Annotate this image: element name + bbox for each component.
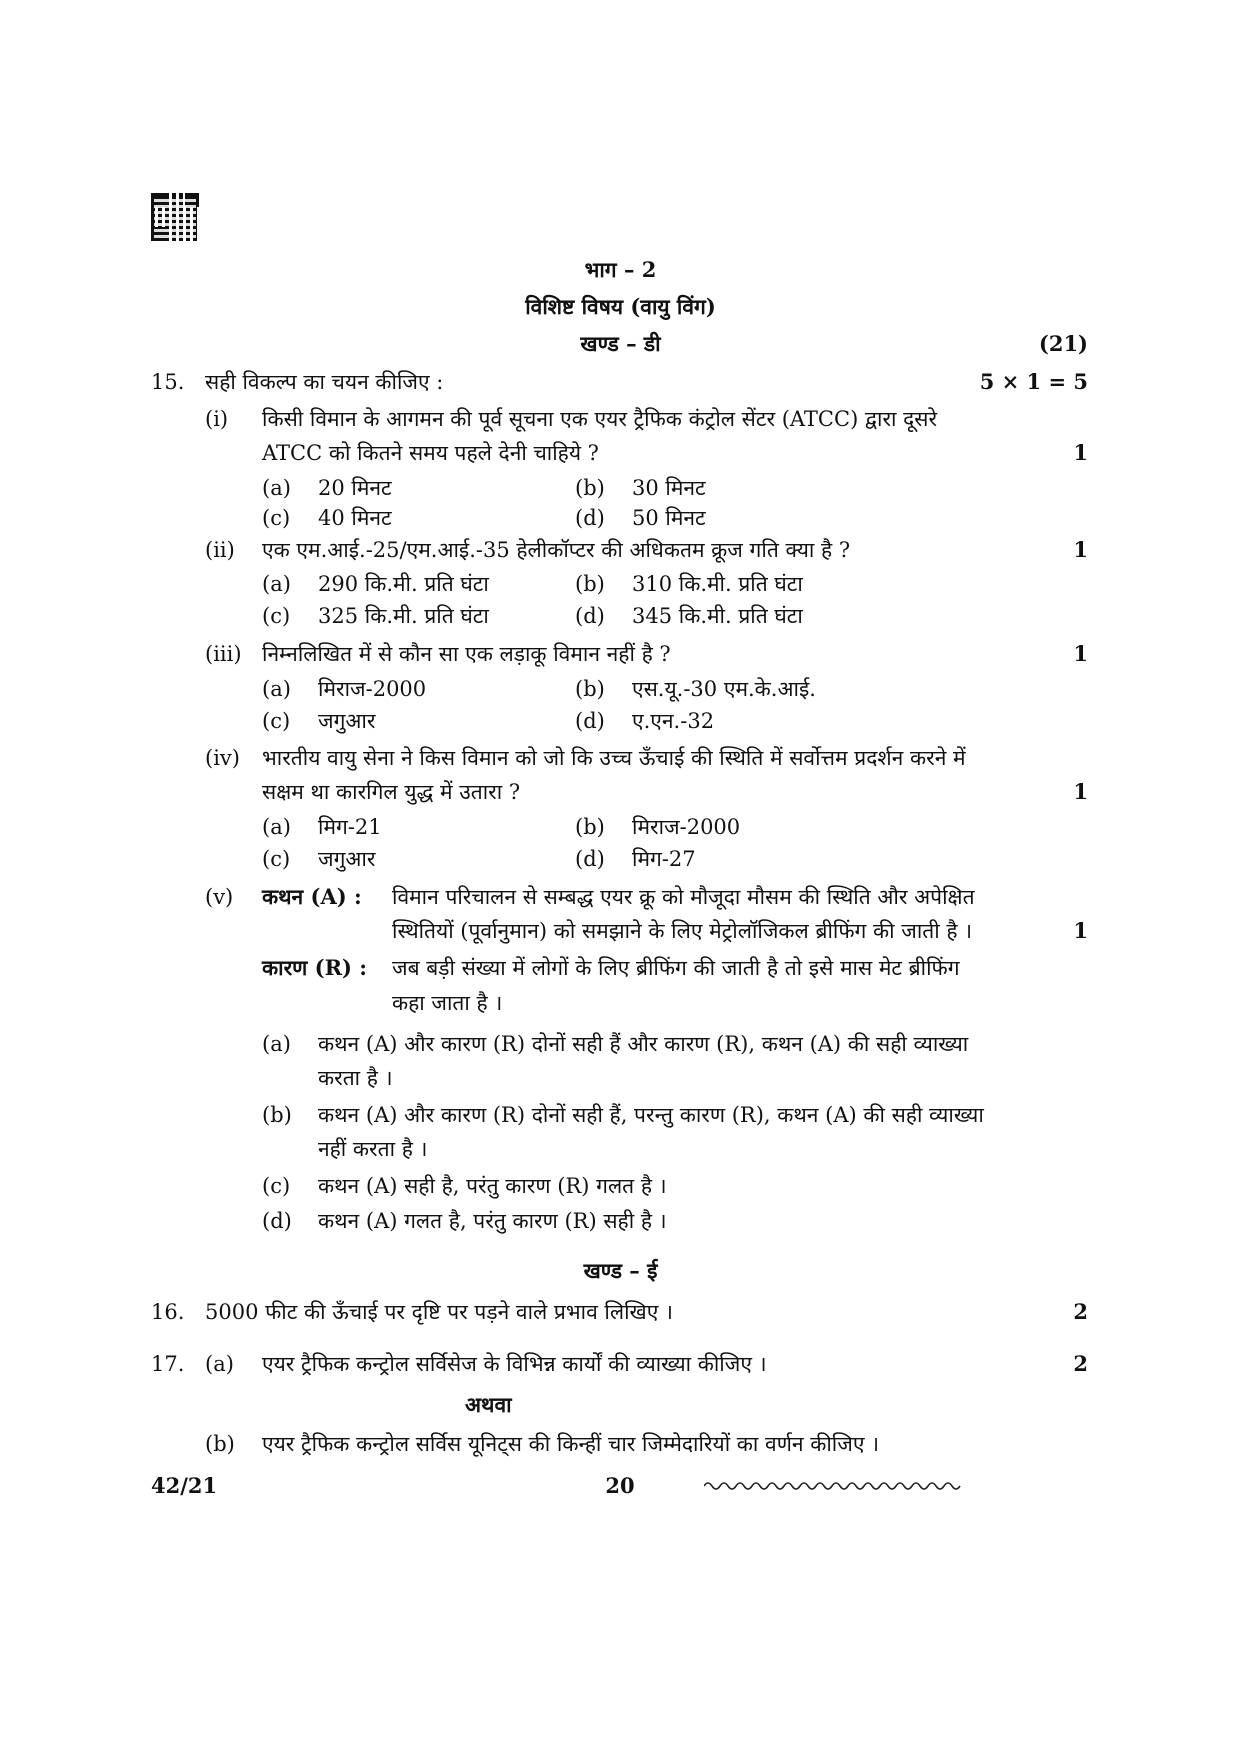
q15-iii-marks: 1 bbox=[1073, 641, 1088, 666]
assertion-line1: विमान परिचालन से सम्बद्ध एयर क्रू को मौजूदा मौसम की स्थिति और अपेक्षित bbox=[392, 885, 975, 909]
q15-v-c-label: (c) bbox=[262, 1174, 291, 1198]
q15-iv-b-label: (b) bbox=[575, 815, 605, 839]
q16-marks: 2 bbox=[1073, 1299, 1088, 1324]
q17-b-label: (b) bbox=[205, 1432, 235, 1456]
q15-i-c-label: (c) bbox=[262, 506, 291, 530]
q17-b-text: एयर ट्रैफिक कन्ट्रोल सर्विस यूनिट्स की किन्हीं चार जिम्मेदारियों का वर्णन कीजिए । bbox=[262, 1432, 880, 1456]
q15-iii-a-option: मिराज-2000 bbox=[318, 677, 427, 701]
q15-i-a-label: (a) bbox=[262, 476, 291, 500]
q15-iv-a-option: मिग-21 bbox=[318, 815, 382, 839]
q15-ii-number: (ii) bbox=[205, 538, 235, 562]
q15-i-d-option: 50 मिनट bbox=[632, 506, 706, 530]
q17-number: 17. bbox=[151, 1352, 185, 1376]
reason-line1: जब बड़ी संख्या में लोगों के लिए ब्रीफिंग की जाती है तो इसे मास मेट ब्रीफिंग bbox=[392, 956, 960, 980]
q15-iv-number: (iv) bbox=[205, 746, 240, 770]
page-number: 20 bbox=[605, 1473, 635, 1498]
subject-heading: विशिष्ट विषय (वायु विंग) bbox=[525, 294, 716, 319]
q15-v-c-option: कथन (A) सही है, परंतु कारण (R) गलत है । bbox=[318, 1174, 667, 1198]
q15-iv-line1: भारतीय वायु सेना ने किस विमान को जो कि उच्च ऊँचाई की स्थिति में सर्वोत्तम प्रदर्शन करने में bbox=[262, 746, 966, 770]
q15-iii-number: (iii) bbox=[205, 642, 242, 666]
q15-iii-b-label: (b) bbox=[575, 677, 605, 701]
q15-i-c-option: 40 मिनट bbox=[318, 506, 392, 530]
q15-iv-d-option: मिग-27 bbox=[632, 847, 696, 871]
q15-ii-d-label: (d) bbox=[575, 604, 605, 628]
q15-iv-c-option: जगुआर bbox=[318, 847, 376, 871]
reason-line2: कहा जाता है । bbox=[392, 991, 503, 1015]
q15-ii-b-option: 310 कि.मी. प्रति घंटा bbox=[632, 572, 803, 596]
q15-v-marks: 1 bbox=[1073, 918, 1088, 943]
part-heading: भाग – 2 bbox=[584, 257, 657, 282]
section-d-marks: (21) bbox=[1038, 331, 1088, 356]
q15-iv-b-option: मिराज-2000 bbox=[632, 815, 741, 839]
q15-ii-a-label: (a) bbox=[262, 572, 291, 596]
qr-code bbox=[150, 192, 200, 242]
q15-iii-d-option: ए.एन.-32 bbox=[632, 709, 715, 733]
q15-i-line1: किसी विमान के आगमन की पूर्व सूचना एक एयर ट्रैफिक कंट्रोल सेंटर (ATCC) द्वारा दूसरे bbox=[262, 407, 938, 431]
q15-i-marks: 1 bbox=[1073, 440, 1088, 465]
q17-a-text: एयर ट्रैफिक कन्ट्रोल सर्विसेज के विभिन्न कार्यों की व्याख्या कीजिए । bbox=[262, 1352, 767, 1376]
section-e-heading: खण्ड – ई bbox=[583, 1258, 658, 1283]
q15-v-b-line2: नहीं करता है । bbox=[318, 1137, 428, 1161]
q15-v-number: (v) bbox=[205, 885, 234, 909]
q15-v-a-line2: करता है । bbox=[318, 1066, 393, 1090]
q15-ii-c-option: 325 कि.मी. प्रति घंटा bbox=[318, 604, 489, 628]
q15-iv-marks: 1 bbox=[1073, 779, 1088, 804]
q15-iv-line2: सक्षम था कारगिल युद्ध में उतारा ? bbox=[262, 780, 521, 804]
q15-iv-c-label: (c) bbox=[262, 847, 291, 871]
q15-number: 15. bbox=[151, 370, 185, 394]
q15-v-b-line1: कथन (A) और कारण (R) दोनों सही हैं, परन्तु कारण (R), कथन (A) की सही व्याख्या bbox=[318, 1103, 984, 1127]
q15-ii-c-label: (c) bbox=[262, 604, 291, 628]
q15-i-d-label: (d) bbox=[575, 506, 605, 530]
q15-iii-d-label: (d) bbox=[575, 709, 605, 733]
q15-v-d-label: (d) bbox=[262, 1209, 292, 1233]
paper-code: 42/21 bbox=[151, 1473, 218, 1498]
q15-i-b-label: (b) bbox=[575, 476, 605, 500]
q15-v-a-line1: कथन (A) और कारण (R) दोनों सही हैं और कारण (R), कथन (A) की सही व्याख्या bbox=[318, 1032, 969, 1056]
q15-iii-c-option: जगुआर bbox=[318, 709, 376, 733]
wavy-line bbox=[704, 1478, 962, 1494]
or-label: अथवा bbox=[465, 1392, 512, 1417]
q15-ii-line1: एक एम.आई.-25/एम.आई.-35 हेलीकॉप्टर की अधिकतम क्रूज गति क्या है ? bbox=[262, 538, 851, 562]
q17-a-label: (a) bbox=[205, 1352, 234, 1376]
q15-iv-a-label: (a) bbox=[262, 815, 291, 839]
q15-i-line2: ATCC को कितने समय पहले देनी चाहिये ? bbox=[262, 441, 599, 465]
q15-iii-a-label: (a) bbox=[262, 677, 291, 701]
q15-v-d-option: कथन (A) गलत है, परंतु कारण (R) सही है । bbox=[318, 1209, 667, 1233]
q17-marks: 2 bbox=[1073, 1351, 1088, 1376]
reason-label: कारण (R) : bbox=[262, 955, 368, 980]
q15-iii-line1: निम्नलिखित में से कौन सा एक लड़ाकू विमान नहीं है ? bbox=[262, 642, 671, 666]
q15-ii-d-option: 345 कि.मी. प्रति घंटा bbox=[632, 604, 803, 628]
q15-i-number: (i) bbox=[205, 407, 229, 431]
q15-i-b-option: 30 मिनट bbox=[632, 476, 706, 500]
q15-i-a-option: 20 मिनट bbox=[318, 476, 392, 500]
q15-v-a-label: (a) bbox=[262, 1032, 291, 1056]
section-d-heading: खण्ड – डी bbox=[580, 331, 661, 356]
q15-ii-a-option: 290 कि.मी. प्रति घंटा bbox=[318, 572, 489, 596]
q15-ii-marks: 1 bbox=[1073, 537, 1088, 562]
assertion-line2: स्थितियों (पूर्वानुमान) को समझाने के लिए मेट्रोलॉजिकल ब्रीफिंग की जाती है । bbox=[392, 919, 973, 943]
q16-number: 16. bbox=[151, 1300, 185, 1324]
q15-iii-c-label: (c) bbox=[262, 709, 291, 733]
q15-marks: 5 × 1 = 5 bbox=[979, 369, 1088, 394]
q15-iv-d-label: (d) bbox=[575, 847, 605, 871]
q15-ii-b-label: (b) bbox=[575, 572, 605, 596]
q15-prompt: सही विकल्प का चयन कीजिए : bbox=[205, 370, 444, 394]
q15-iii-b-option: एस.यू.-30 एम.के.आई. bbox=[632, 677, 816, 701]
q16-text: 5000 फीट की ऊँचाई पर दृष्टि पर पड़ने वाले प्रभाव लिखिए । bbox=[205, 1300, 673, 1324]
q15-v-b-label: (b) bbox=[262, 1103, 292, 1127]
assertion-label: कथन (A) : bbox=[262, 884, 362, 909]
